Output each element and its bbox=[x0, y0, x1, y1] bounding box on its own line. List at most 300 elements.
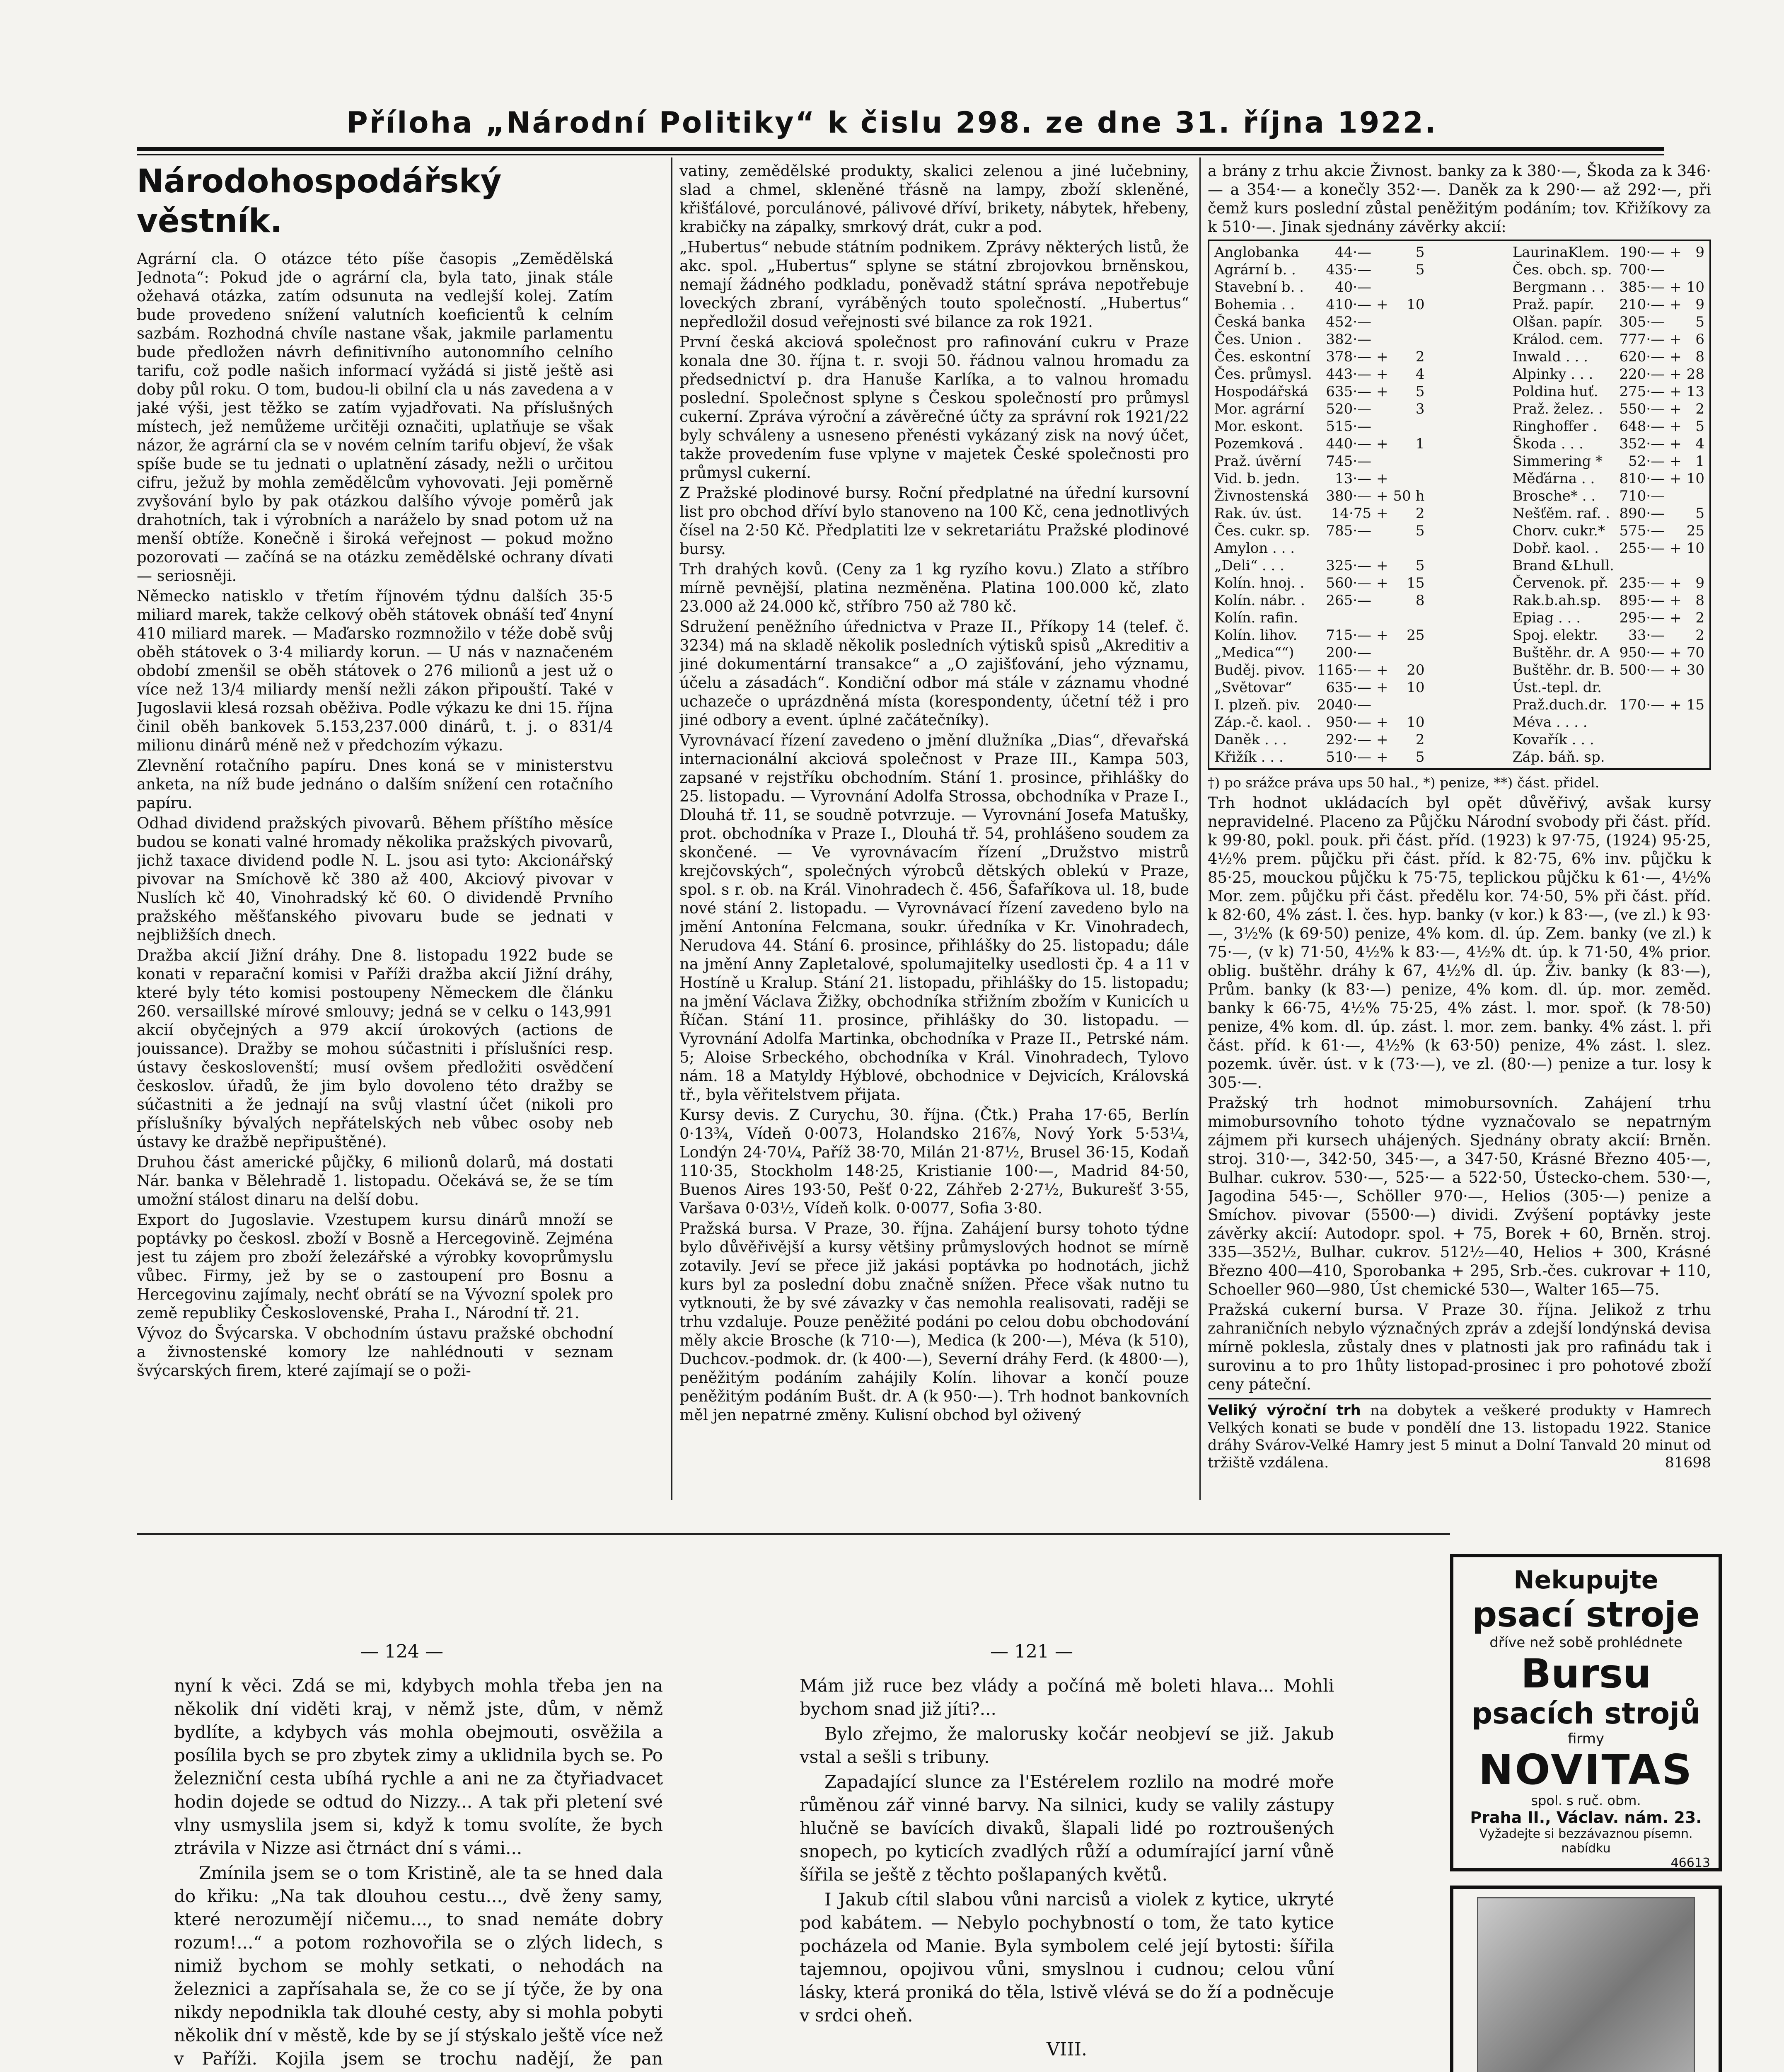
stock-sign: + bbox=[1376, 575, 1388, 591]
stock-row bbox=[1510, 661, 1707, 679]
stock-change: 5 bbox=[1415, 244, 1425, 261]
stock-name: „Medica““) bbox=[1214, 644, 1294, 661]
stock-price: 710·— bbox=[1619, 488, 1665, 504]
stock-change: 5 bbox=[1415, 557, 1425, 574]
stock-sign: + bbox=[1376, 627, 1388, 644]
stock-change: 5 bbox=[1695, 418, 1704, 435]
stock-row bbox=[1212, 731, 1427, 748]
stock-row bbox=[1212, 296, 1427, 313]
article-kursy-devis: Kursy devis. Z Curychu, 30. října. (Čtk.) Praha 17·65, Berlín 0·13¾, Vídeň 0·0073, Holandsko 216⅞, Nový York 5·53¼, Londýn 24·70¼, Paříž 38·70, Milán 21·87½, Brusel 36·15, Kodaň 110·35, Stockholm 148·25, Kristianie 100·—, Madrid 84·50, Buenos Aires 193·50, Pešť 0·22, Záhřeb 2·27½, Bukurešť 3·55, Varšava 0·03½, Vídeň kolk. 0·0077, Sofia 3·80. bbox=[679, 1106, 1189, 1217]
stock-price: 785·— bbox=[1326, 523, 1372, 539]
stock-sign bbox=[1374, 244, 1391, 261]
stock-name: Živnostenská bbox=[1214, 488, 1309, 504]
stock-sign: + bbox=[1670, 383, 1682, 400]
stock-change: 8 bbox=[1695, 592, 1704, 609]
stock-sign: + bbox=[1670, 470, 1682, 487]
stock-change bbox=[1684, 261, 1707, 278]
stock-row bbox=[1510, 418, 1707, 435]
stock-price: 1165·— bbox=[1317, 662, 1372, 678]
story-column-left bbox=[174, 1674, 663, 2072]
stock-change: 6 bbox=[1695, 331, 1704, 348]
stock-change bbox=[1684, 557, 1707, 574]
stock-name: Kolín. hnoj. . bbox=[1214, 575, 1305, 591]
stock-change: 5 bbox=[1415, 749, 1425, 765]
stock-price: 33·— bbox=[1628, 627, 1665, 644]
stock-change: 10 bbox=[1686, 279, 1704, 295]
stock-name: Praž. úvěrní bbox=[1214, 453, 1301, 470]
stock-name: Simmering * bbox=[1512, 453, 1603, 470]
article-drahe-kovy: Trh drahých kovů. (Ceny za 1 kg ryzího kovu.) Zlato a stříbro mírně pevnější, platina nezměněna. Platina 100.000 kč, zlato 23.000 až 24.000 kč, stříbro 750 až 780 kč. bbox=[679, 560, 1189, 615]
stock-name: Králod. cem. bbox=[1512, 331, 1603, 348]
stock-price bbox=[1617, 557, 1668, 574]
stock-name: Buštěhr. dr. A bbox=[1512, 644, 1610, 661]
stock-change: 10 bbox=[1407, 679, 1425, 696]
stock-sign bbox=[1667, 748, 1684, 766]
stock-row bbox=[1510, 714, 1707, 731]
stock-row bbox=[1510, 592, 1707, 609]
stock-change bbox=[1391, 644, 1427, 661]
stock-change: 25 bbox=[1686, 523, 1704, 539]
stock-change bbox=[1684, 679, 1707, 696]
stock-row bbox=[1212, 366, 1427, 383]
stock-sign: + bbox=[1670, 697, 1682, 713]
stock-price: 385·— bbox=[1619, 279, 1665, 295]
stock-change: 8 bbox=[1695, 349, 1704, 365]
stock-row bbox=[1212, 592, 1427, 609]
stock-row bbox=[1510, 487, 1707, 505]
stock-sign bbox=[1667, 505, 1684, 522]
stock-change: 4 bbox=[1695, 436, 1704, 452]
stock-price bbox=[1617, 679, 1668, 696]
stock-change: 2 bbox=[1695, 610, 1704, 626]
article-pivovary: Odhad dividend pražských pivovarů. Během příštího měsíce budou se konati valné hromady několika pražských pivovarů, jichž taxace dividend podle N. L. jsou asi tyto: Akcionářský pivovar na Smíchově kč 380 až 400, Akciový pivovar v Nuslích kč 40, Vinohradský kč 60. O dividendě Prvního pražského měšťanského pivovaru bude se jednati v nejbližších dnech. bbox=[137, 814, 613, 944]
article-vyrovnavaci-rizeni: Vyrovnávací řízení zavedeno o jmění dlužníka „Dias“, dřevařská internacionální akciová společnost v Praze III., Kampa 503, zapsané v rejstříku obchodním. Stání 1. prosince, přihlášky do 25. listopadu. — Vyrovnání Adolfa Strossa, obchodníka v Praze I., Dlouhá tř. 11, se soudně potvrzuje. — Vyrovnání Josefa Matušky, prot. obchodníka v Praze I., Dlouhá tř. 54, prohlášeno soudem za skončené. — Ve vyrovnávacím řízení „Družstvo mistrů krejčovských“, společných výrobců dětských oblekú v Praze, spol. s r. ob. na Král. Vinohradech č. 456, Šafaříkova ul. 18, bude nové stání 2. listopadu. — Vyrovnávací řízení zavedeno bylo na jmění Antonína Felcmana, soukr. úředníka v Kr. Vinohradech, Nerudova 44. Stání 6. prosince, přihlášky do 25. listopadu; dále na jmění Anny Zapletalové, spolumajitelky usedlosti čp. 4 a 11 v Hostíně u Kralup. Stání 21. listopadu, přihlášky do 15. listopadu; na jmění Václava Žižky, obchodníka střižním zbožím v Kunicích u Říčan. Stání 11. prosince, přihlášky do 30. listopadu. — Vyrovnání Adolfa Martinka, obchodníka v Praze II., Petrské nám. 5; Aloise Srbeckého, obchodníka v Král. Vinohradech, Tylovo nám. 18 a Matyldy Hýblové, obchodnice v Dejvicích, Královská tř., byla věřitelstvem přijata. bbox=[679, 731, 1189, 1104]
stock-change: 1 bbox=[1695, 453, 1704, 470]
stock-name: Křižík . . . bbox=[1214, 749, 1284, 765]
stock-name: Brosche* . . bbox=[1512, 488, 1596, 504]
stock-change: 50 h bbox=[1393, 488, 1425, 504]
stock-change bbox=[1684, 731, 1707, 748]
stock-price: 560·— bbox=[1326, 575, 1372, 591]
stock-name: Čes. obch. sp. bbox=[1512, 261, 1612, 278]
stock-row bbox=[1212, 348, 1427, 366]
stock-name: Rak.b.ah.sp. bbox=[1512, 592, 1601, 609]
stock-sign: + bbox=[1376, 470, 1388, 487]
story-column-right bbox=[800, 1674, 1334, 2072]
stock-sign: + bbox=[1376, 349, 1388, 365]
stock-row bbox=[1510, 278, 1707, 296]
stock-row bbox=[1510, 696, 1707, 714]
stock-name: Praž.duch.dr. bbox=[1512, 697, 1608, 713]
stock-name: Olšan. papír. bbox=[1512, 314, 1603, 330]
stock-price bbox=[1617, 731, 1668, 748]
stock-name: Méva . . . . bbox=[1512, 714, 1588, 731]
stock-name: Záp.-č. kaol. . bbox=[1214, 714, 1311, 731]
ad-code: 46613 bbox=[1670, 1856, 1710, 1870]
stock-name: „Deli“ . . . bbox=[1214, 557, 1284, 574]
stock-table-right bbox=[1510, 244, 1707, 766]
stock-price: 275·— bbox=[1619, 383, 1665, 400]
stock-change bbox=[1391, 278, 1427, 296]
stock-sign: + bbox=[1670, 453, 1682, 470]
stock-price: 550·— bbox=[1619, 401, 1665, 417]
stock-price: 305·— bbox=[1619, 314, 1665, 330]
market-notice bbox=[1208, 1402, 1711, 1472]
stock-row bbox=[1212, 522, 1427, 540]
article-rafinovani-cukru: První česká akciová společnost pro rafinování cukru v Praze konala dne 30. října t. r. svoji 50. řádnou valnou hromadu za předsednictví p. dra Hanuše Karlíka, a to valnou hromadu poslední. Společnost splyne s Českou společností pro průmysl cukerní. Zpráva výroční a závěrečné účty za správní rok 1921/22 byly schváleny a usneseno přenésti vykázaný zisk na nový účet, takže provedením fuse vplyne v majetek České společnosti pro průmysl cukerní. bbox=[679, 333, 1189, 482]
stock-name: Buštěhr. dr. B. bbox=[1512, 662, 1615, 678]
stock-price: 52·— bbox=[1628, 453, 1665, 470]
stock-sign: + bbox=[1376, 366, 1388, 382]
page-number-left: — 124 — bbox=[360, 1641, 443, 1662]
stock-sign bbox=[1667, 679, 1684, 696]
stock-name: Buděj. pivov. bbox=[1214, 662, 1305, 678]
stock-change: 2 bbox=[1415, 505, 1425, 522]
stock-row bbox=[1510, 731, 1707, 748]
stock-name: Kolín. rafin. bbox=[1214, 610, 1298, 626]
ad-line: spol. s ruč. obm. bbox=[1531, 1793, 1641, 1808]
stock-sign bbox=[1374, 522, 1391, 540]
stock-sign: + bbox=[1376, 714, 1388, 731]
stock-name: Agrární b. . bbox=[1214, 261, 1296, 278]
stock-row bbox=[1212, 487, 1427, 505]
stock-row bbox=[1212, 505, 1427, 522]
stock-sign: + bbox=[1376, 383, 1388, 400]
stock-sign bbox=[1667, 627, 1684, 644]
stock-price: 2040·— bbox=[1317, 697, 1372, 713]
stock-change: 70 bbox=[1686, 644, 1704, 661]
stock-price: 620·— bbox=[1619, 349, 1665, 365]
stock-sign bbox=[1667, 557, 1684, 574]
stock-price: 810·— bbox=[1619, 470, 1665, 487]
stock-sign bbox=[1374, 261, 1391, 278]
stock-sign bbox=[1667, 487, 1684, 505]
ad-brand: NOVITAS bbox=[1478, 1745, 1694, 1794]
stock-price: 210·— bbox=[1619, 296, 1665, 313]
stock-change: 9 bbox=[1695, 296, 1704, 313]
stock-price: 452·— bbox=[1326, 314, 1372, 330]
ad-line: Vyžadejte si bezzávaznou písemn. nabídku bbox=[1479, 1827, 1693, 1856]
stock-price: 890·— bbox=[1619, 505, 1665, 522]
stock-sign: + bbox=[1670, 331, 1682, 348]
ad-gramophone bbox=[1450, 1886, 1722, 2072]
stock-row bbox=[1510, 313, 1707, 331]
stock-price: 635·— bbox=[1326, 383, 1372, 400]
stock-sign bbox=[1667, 522, 1684, 540]
stock-name: Brand &Lhull. bbox=[1512, 557, 1614, 574]
stock-name: Anglobanka bbox=[1214, 244, 1299, 261]
stock-change: 5 bbox=[1695, 505, 1704, 522]
stock-row bbox=[1510, 331, 1707, 348]
stock-row bbox=[1510, 679, 1707, 696]
stock-price: 325·— bbox=[1326, 557, 1372, 574]
stock-name: Mor. agrární bbox=[1214, 401, 1304, 417]
stock-name: Epiag . . . bbox=[1512, 610, 1581, 626]
stock-row bbox=[1510, 505, 1707, 522]
economic-column-2 bbox=[679, 162, 1189, 1513]
article-plodinova-bursa: Z Pražské plodinové bursy. Roční předplatné na úřední kursovní list pro obchod dříví bylo stanoveno na 100 Kč, cena jednotlivých čísel na 2·50 Kč. Předplatiti lze v sekretariátu Pražské plodinové bursy. bbox=[679, 484, 1189, 558]
stock-row bbox=[1212, 644, 1427, 661]
stock-change: 2 bbox=[1695, 627, 1704, 644]
stock-name: Inwald . . . bbox=[1512, 349, 1588, 365]
stock-name: Chorv. cukr.* bbox=[1512, 523, 1605, 539]
stock-row bbox=[1510, 435, 1707, 453]
stock-row bbox=[1510, 400, 1707, 418]
stock-row bbox=[1510, 522, 1707, 540]
stock-sign: + bbox=[1376, 488, 1388, 504]
stock-sign: + bbox=[1670, 279, 1682, 295]
stock-name: Měďárna . . bbox=[1512, 470, 1595, 487]
stock-change bbox=[1391, 418, 1427, 435]
stock-change: 2 bbox=[1415, 731, 1425, 748]
stock-price: 200·— bbox=[1326, 644, 1372, 661]
stock-price: 500·— bbox=[1619, 662, 1665, 678]
stock-row bbox=[1212, 748, 1427, 766]
notice-rule bbox=[1208, 1398, 1711, 1399]
stock-price bbox=[1617, 748, 1668, 766]
stock-price: 44·— bbox=[1334, 244, 1372, 261]
stock-sign bbox=[1667, 714, 1684, 731]
stock-change: 5 bbox=[1415, 261, 1425, 278]
stock-sign bbox=[1374, 609, 1391, 627]
stock-price: 715·— bbox=[1326, 627, 1372, 644]
stock-price: 170·— bbox=[1619, 697, 1665, 713]
stock-change bbox=[1391, 313, 1427, 331]
stock-row bbox=[1212, 313, 1427, 331]
stock-sign bbox=[1374, 418, 1391, 435]
stock-change: 5 bbox=[1415, 383, 1425, 400]
stock-name: Daněk . . . bbox=[1214, 731, 1287, 748]
stock-row bbox=[1212, 244, 1427, 261]
ad-line: psací stroje bbox=[1472, 1594, 1700, 1635]
stock-price: 435·— bbox=[1326, 261, 1372, 278]
article-ukladaci-hodnoty: Trh hodnot ukládacích byl opět důvěřivý, avšak kursy nepravidelné. Placeno za Půjčku Národní svobody při část. příd. k 99·80, pokl. pouk. při část. příd. (1923) k 97·75, (1924) 95·25, 4½% prem. půjčku při část. příd. k 82·75, 6% inv. půjčku k 85·25, mouckou půjčku k 75·75, teplickou půjčku k 61·—, 4½% Mor. zem. půjčku při část. předělu kor. 74·50, 5% při část. příd. k 82·60, 4% zást. l. čes. hyp. banky (v kor.) k 83·—, (ve zl.) k 93·—, 3½% (k 69·50) penize, 4% kom. dl. úp. Zem. banky (ve zl.) k 75·—, (v k) 71·50, 4½% k 83·—, 4½% dt. úp. k 71·50, 4% prior. oblig. buštěhr. dráhy k 67, 4½% dl. úp. Živ. banky (k 83·—), Prům. banky (k 83·—) penize, 4% kom. dl. úp. mor. zeměd. banky k 66·75, 4½% 75·25, 4% zást. l. mor. spoř. (k 78·50) penize, 4% kom. dl. úp. zást. l. mor. zem. banky. 4% zást. l. při část. příd. k 61·—, 4½% (k 63·50) penize, 4% zást. l. slez. pozemk. úvěr. úst. v k (73·—), ve zl. (80·—) penize a tur. losy k 305·—. bbox=[1208, 794, 1711, 1092]
stock-price: 190·— bbox=[1619, 244, 1665, 261]
stock-price: 382·— bbox=[1326, 331, 1372, 348]
stock-name: Pozemková . bbox=[1214, 436, 1303, 452]
section-heading: Národohospodářský věstník. bbox=[137, 163, 502, 240]
stock-change: 20 bbox=[1407, 662, 1425, 678]
stock-sign bbox=[1374, 278, 1391, 296]
stock-row bbox=[1510, 470, 1707, 487]
stock-row bbox=[1510, 296, 1707, 313]
stock-name: Praž. papír. bbox=[1512, 296, 1594, 313]
story-paragraph: I Jakub cítil slabou vůni narcisů a violek z kytice, ukryté pod kabátem. — Nebylo pochybností o tom, že tato kytice pocházela od Manie. Byla symbolem celé její bytosti: šířila tajemnou, opojivou vůni, smyslnou i cudnou; celou vůní lásky, která proniká do těla, lstivě vlévá se do ží a podněcuje v srdci oheň. bbox=[800, 1889, 1334, 2026]
instruments-illustration bbox=[1477, 1897, 1695, 2072]
column-divider bbox=[671, 157, 672, 1500]
stock-row bbox=[1510, 644, 1707, 661]
stock-name: Škoda . . . bbox=[1512, 436, 1583, 452]
stock-name: Česká banka bbox=[1214, 314, 1306, 330]
stock-change: 10 bbox=[1686, 540, 1704, 557]
article-continuation: vatiny, zemědělské produkty, skalici zelenou a jiné lučebniny, slad a chmel, skleněné třásně na lampy, zboží skleněné, křišťálové, porculánové, pálivové dříví, brikety, nábytek, hřebeny, krabičky na zápalky, smrkový drát, cukr a pod. bbox=[679, 162, 1189, 236]
stock-sign: + bbox=[1376, 731, 1388, 748]
stock-row bbox=[1510, 748, 1707, 766]
stock-sign bbox=[1667, 731, 1684, 748]
stock-name: Čes. cukr. sp. bbox=[1214, 523, 1310, 539]
stock-change: 10 bbox=[1686, 470, 1704, 487]
stock-change bbox=[1391, 453, 1427, 470]
stock-name: Dobř. kaol. . bbox=[1512, 540, 1599, 557]
stock-price: 510·— bbox=[1326, 749, 1372, 765]
stock-row bbox=[1212, 278, 1427, 296]
stock-name: Poldina huť. bbox=[1512, 383, 1598, 400]
stock-row bbox=[1212, 400, 1427, 418]
economic-column-3 bbox=[1208, 162, 1711, 1513]
stock-name: Amylon . . . bbox=[1214, 540, 1295, 557]
market-notice-text: na dobytek a veškeré produkty v Hamrech Velkých konati se bude v pondělí dne 13. listopadu 1922. Stanice dráhy Svárov-Velké Hamry jest 5 minut a Dolní Tanvald 20 minut od tržiště vzdálena. bbox=[1208, 1402, 1711, 1471]
stock-table-left bbox=[1212, 244, 1427, 766]
stock-price: 575·— bbox=[1619, 523, 1665, 539]
stock-price bbox=[1617, 714, 1668, 731]
stock-price: 14·75 bbox=[1331, 505, 1372, 522]
stock-sign: + bbox=[1670, 662, 1682, 678]
stock-change: 8 bbox=[1415, 592, 1425, 609]
stock-change: 9 bbox=[1695, 244, 1704, 261]
stock-sign bbox=[1374, 400, 1391, 418]
stock-change: 15 bbox=[1686, 697, 1704, 713]
stock-price: 265·— bbox=[1326, 592, 1372, 609]
stock-footnote: †) po srážce práva ups 50 hal., *) penize, **) část. přidel. bbox=[1208, 775, 1600, 791]
story-paragraph: Mám již ruce bez vlády a počíná mě boleti hlava... Mohli bychom snad již jíti?... bbox=[800, 1675, 1334, 1719]
stock-change bbox=[1391, 540, 1427, 557]
stock-change: 5 bbox=[1695, 314, 1704, 330]
article-vyvoz-svycarsko: Vývoz do Švýcarska. V obchodním ústavu pražské obchodní a živnostenské komory lze nahlédnouti v seznam švýcarských firem, které zajímají se o poži- bbox=[137, 1324, 613, 1380]
section-divider bbox=[137, 1533, 1450, 1535]
article-nemecko: Německo natisklo v třetím říjnovém týdnu dalších 35·5 miliard marek, takže celkový oběh státovek obnáší teď 4nyní 410 miliard marek. — Maďarsko rozmnožilo v téže době svůj oběh státovek o 3·4 miliardy korun. — U nás v naznačeném období zmenšil se oběh státovek o 276 milionů a jest už o více než 13/4 miliardy menší nežli zákon připouští. Také v Jugoslavii klesá rozsah oběživa. Podle výkazu ke dni 15. října činil oběh bankovek 5.153,237.000 dinárů, t. j. o 831/4 milionu dinárů méně než v předchozím výkazu. bbox=[137, 587, 613, 754]
stock-row bbox=[1212, 435, 1427, 453]
stock-sign bbox=[1374, 313, 1391, 331]
ad-line: psacích strojů bbox=[1472, 1697, 1700, 1731]
stock-name: Alpinky . . . bbox=[1512, 366, 1593, 382]
stock-sign bbox=[1667, 313, 1684, 331]
stock-sign: + bbox=[1376, 679, 1388, 696]
stock-row bbox=[1212, 714, 1427, 731]
article-hubertus: „Hubertus“ nebude státním podnikem. Zprávy některých listů, že akc. spol. „Hubertus“ splyne se státní zbrojovkou brněnskou, nemají žádného podkladu, poněvadž státní správa nepotřebuje loveckých zbraní, vyráběných touto společností. „Hubertus“ nepředložil dosud veřejnosti své bilance za rok 1921. bbox=[679, 238, 1189, 331]
stock-sign bbox=[1374, 331, 1391, 348]
stock-name: Čes. eskontní bbox=[1214, 349, 1311, 365]
stock-name: Nešťěm. raf. . bbox=[1512, 505, 1610, 522]
stock-change: 3 bbox=[1415, 401, 1425, 417]
header-rule-thin bbox=[137, 154, 1664, 155]
article-mimobursovni: Pražský trh hodnot mimobursovních. Zahájení trhu mimobursovního tohoto týdne vyznačovalo se nepatrným zájmem při kursech uhájených. Sjednány obraty akcií: Brněn. stroj. 310·—, 342·50, 345·—, a 347·50, Krásné Březno 405·—, Bulhar. cukrov. 530·—, 525·— a 522·50, Ústecko-chem. 530·—, Jagodina 545·—, Schöller 970·—, Helios (305·—) penize a Smíchov. pivovar (5500·—) dividi. Zvýšení poptávky jeste závěrky akcií: Autodopr. spol. + 75, Borek + 60, Brněn. stroj. 335—352½, Bulhar. cukrov. 512½—40, Helios + 300, Krásné Březno 400—410, Sporobanka + 295, Srb.-čes. cukrovar + 110, Schoeller 960—980, Úst chemické 530—, Walter 165—75. bbox=[1208, 1094, 1711, 1298]
ad-line: Praha II., Václav. nám. 23. bbox=[1470, 1808, 1702, 1827]
story-paragraph: Zmínila jsem se o tom Kristině, ale ta se hned dala do křiku: „Na tak dlouhou cestu..., dvě ženy samy, které nerozumějí ničemu..., to snad nemáte dobry rozum!...“ a potom rozhovořila se o zlých lidech, s nimiž bychom se mohly setkati, o nehodách na železnici a zapřísahala se, že co se jí týče, že by ona nikdy nepodnikla tak dlouhé cesty, aby si mohla pobyti několik dní v městě, kde by se jí stýskalo ještě více než v Paříži. Kojila jsem se trochu nadějí, že pan bbox=[174, 1863, 663, 2069]
stock-sign: + bbox=[1670, 644, 1682, 661]
stock-price: 352·— bbox=[1619, 436, 1665, 452]
stock-price: 895·— bbox=[1619, 592, 1665, 609]
stock-change: 4 bbox=[1415, 366, 1425, 382]
stock-change bbox=[1684, 748, 1707, 766]
stock-change: 2 bbox=[1695, 401, 1704, 417]
stock-price: 777·— bbox=[1619, 331, 1665, 348]
stock-sign bbox=[1667, 261, 1684, 278]
stock-price: 520·— bbox=[1326, 401, 1372, 417]
economic-column-1 bbox=[137, 162, 613, 1513]
stock-sign bbox=[1374, 592, 1391, 609]
stock-name: Kolín. lihov. bbox=[1214, 627, 1298, 644]
stock-price: 292·— bbox=[1326, 731, 1372, 748]
stock-row bbox=[1212, 696, 1427, 714]
stock-price: 443·— bbox=[1326, 366, 1372, 382]
stock-name: Červenok. př. bbox=[1512, 575, 1609, 591]
stock-sign: + bbox=[1670, 592, 1682, 609]
stock-name: Spoj. elektr. bbox=[1512, 627, 1598, 644]
stock-sign: + bbox=[1670, 244, 1682, 261]
stock-name: Rak. úv. úst. bbox=[1214, 505, 1302, 522]
stock-change: 1 bbox=[1415, 436, 1425, 452]
stock-sign: + bbox=[1670, 296, 1682, 313]
stock-price: 635·— bbox=[1326, 679, 1372, 696]
stock-row bbox=[1212, 574, 1427, 592]
stock-row bbox=[1510, 244, 1707, 261]
page-header: Příloha „Národní Politiky“ k čislu 298. ze dne 31. října 1922. bbox=[346, 106, 1438, 140]
article-rotacni-papir: Zlevnění rotačního papíru. Dnes koná se v ministerstvu anketa, na níž bude jednáno o dalším snížení cen rotačního papíru. bbox=[137, 757, 613, 812]
stock-change bbox=[1391, 331, 1427, 348]
stock-name: Bohemia . . bbox=[1214, 296, 1295, 313]
stock-row bbox=[1510, 383, 1707, 400]
article-export-jugoslavie: Export do Jugoslavie. Vzestupem kursu dinárů množí se poptávky po českosl. zboží v Bosně a Hercegovině. Zejména jest tu zájem pro zboží železářské a výrobky kovoprůmyslu vůbec. Firmy, jež by se o zastoupení pro Bosnu a Hercegovinu zajímaly, nechť obrátí se na Vývozní spolek pro země republiky Československé, Praha I., Národní tř. 21. bbox=[137, 1211, 613, 1322]
article-jizni-draha: Dražba akcií Jižní dráhy. Dne 8. listopadu 1922 bude se konati v reparační komisi v Paříži dražba akcií Jižní dráhy, které byly této komisi postoupeny Německem dle článku 260. versaillské mírové smlouvy; jedná se v celku o 143,991 akcií obyčejných a 979 akcií úrokových (actions de jouissance). Dražby se mohou súčastniti i příslušníci resp. ústavy českoslovenští; musí ovšem předložiti osvědčení českoslov. úřadů, že jim bylo dovoleno této dražby se súčastniti a že jednají na svůj vlastní účet (nikoli pro příslušníky bývalých nepřátelských neb vůbec osoby neb ústavy ke dražbě nepřipuštěné). bbox=[137, 946, 613, 1151]
stock-change: 2 bbox=[1415, 349, 1425, 365]
stock-price: 410·— bbox=[1326, 296, 1372, 313]
stock-change bbox=[1391, 470, 1427, 487]
stock-row bbox=[1212, 661, 1427, 679]
stock-sign bbox=[1374, 453, 1391, 470]
stock-row bbox=[1510, 627, 1707, 644]
stock-row bbox=[1510, 366, 1707, 383]
bursa-intro: a brány z trhu akcie Živnost. banky za k 380·—, Škoda za k 346·— a 354·— a konečly 352·—. Daněk za k 290·— až 292·—, při čemž kurs poslední zůstal peněžitým podáním; tov. Křižíkovy za k 510·—. Jinak sjednány závěrky akcií: bbox=[1208, 162, 1711, 236]
stock-sign: + bbox=[1670, 575, 1682, 591]
stock-sign: + bbox=[1670, 401, 1682, 417]
stock-change bbox=[1391, 609, 1427, 627]
ad-line: firmy bbox=[1567, 1731, 1605, 1747]
stock-row bbox=[1510, 348, 1707, 366]
stock-price: 295·— bbox=[1619, 610, 1665, 626]
stock-sign: + bbox=[1670, 366, 1682, 382]
ad-novitas bbox=[1450, 1554, 1722, 1871]
stock-row bbox=[1212, 383, 1427, 400]
stock-sign: + bbox=[1376, 749, 1388, 765]
stock-sign: + bbox=[1670, 436, 1682, 452]
stock-sign: + bbox=[1376, 505, 1388, 522]
story-paragraph: nyní k věci. Zdá se mi, kdybych mohla třeba jen na několik dní viděti kraj, v němž jste, dům, v němž bydlíte, a kdybych vás mohla obejmouti, osvěžila a posílila bych se pro zbytek zimy a uklidnila bych se. Po železniční cesta ubíhá rychle a ani ne za čtyřiadvacet hodin dojede se odtud do Nizzy... A tak při pletení své vlny usmyslila jsem si, když k tomu svolíte, že bych ztrávila v Nizze asi čtrnáct dní s vámi... bbox=[174, 1675, 663, 1858]
stock-price: 440·— bbox=[1326, 436, 1372, 452]
stock-row bbox=[1212, 557, 1427, 574]
stock-sign: + bbox=[1376, 557, 1388, 574]
stock-change bbox=[1391, 696, 1427, 714]
stock-table-box bbox=[1208, 240, 1711, 770]
stock-row bbox=[1212, 627, 1427, 644]
stock-name: Kolín. nábr. . bbox=[1214, 592, 1305, 609]
stock-price: 745·— bbox=[1326, 453, 1372, 470]
stock-sign bbox=[1374, 644, 1391, 661]
stock-row bbox=[1212, 609, 1427, 627]
stock-change: 10 bbox=[1407, 714, 1425, 731]
stock-sign bbox=[1374, 696, 1391, 714]
column-divider bbox=[1199, 157, 1201, 1500]
stock-name: Čes. Union . bbox=[1214, 331, 1302, 348]
stock-row bbox=[1212, 470, 1427, 487]
stock-sign: + bbox=[1670, 540, 1682, 557]
stock-price bbox=[1315, 540, 1374, 557]
stock-row bbox=[1212, 679, 1427, 696]
stock-change: 10 bbox=[1407, 296, 1425, 313]
stock-row bbox=[1212, 418, 1427, 435]
stock-name: Bergmann . . bbox=[1512, 279, 1605, 295]
stock-name: Ringhoffer . bbox=[1512, 418, 1598, 435]
article-agrarni-cla: Agrární cla. O otázce této píše časopis „Zemědělská Jednota“: Pokud jde o agrární cla, byla tato, jinak stále ožehavá otázka, zatím odsunuta na vedlejší kolej. Zatím bude provedeno snížení valutních koeficientů k celním sazbám. Rozhodná chvíle nastane však, jakmile parlamentu bude předložen návrh definitivního autonomního celního tarifu, což podle našich informací vyžádá si jistě ještě asi doby půl roku. O tom, budou-li obilní cla u nás zavedena a v jaké výši, jest těžko se zatím vyjadřovati. Na příslušných místech, jež nemůžeme určitěji označiti, uplatňuje se však názor, že agrární cla se v novém celním tarifu objeví, že však spíše bude se tu jednati o uplatnění zásady, nežli o určitou cifru, ježuž by mohla zemědělcům vyhovovati. Jeji poměrně zvyšování bylo by pak otázkou dalšího vývoje poměrů jak drahotních, tak i výrobních a naráželo by snad potom už na menší obtíže. Konečně i široká veřejnost — pokud možno pozorovati — začíná se na otázku zemědělské ochrany dívati — seriosněji. bbox=[137, 250, 613, 585]
